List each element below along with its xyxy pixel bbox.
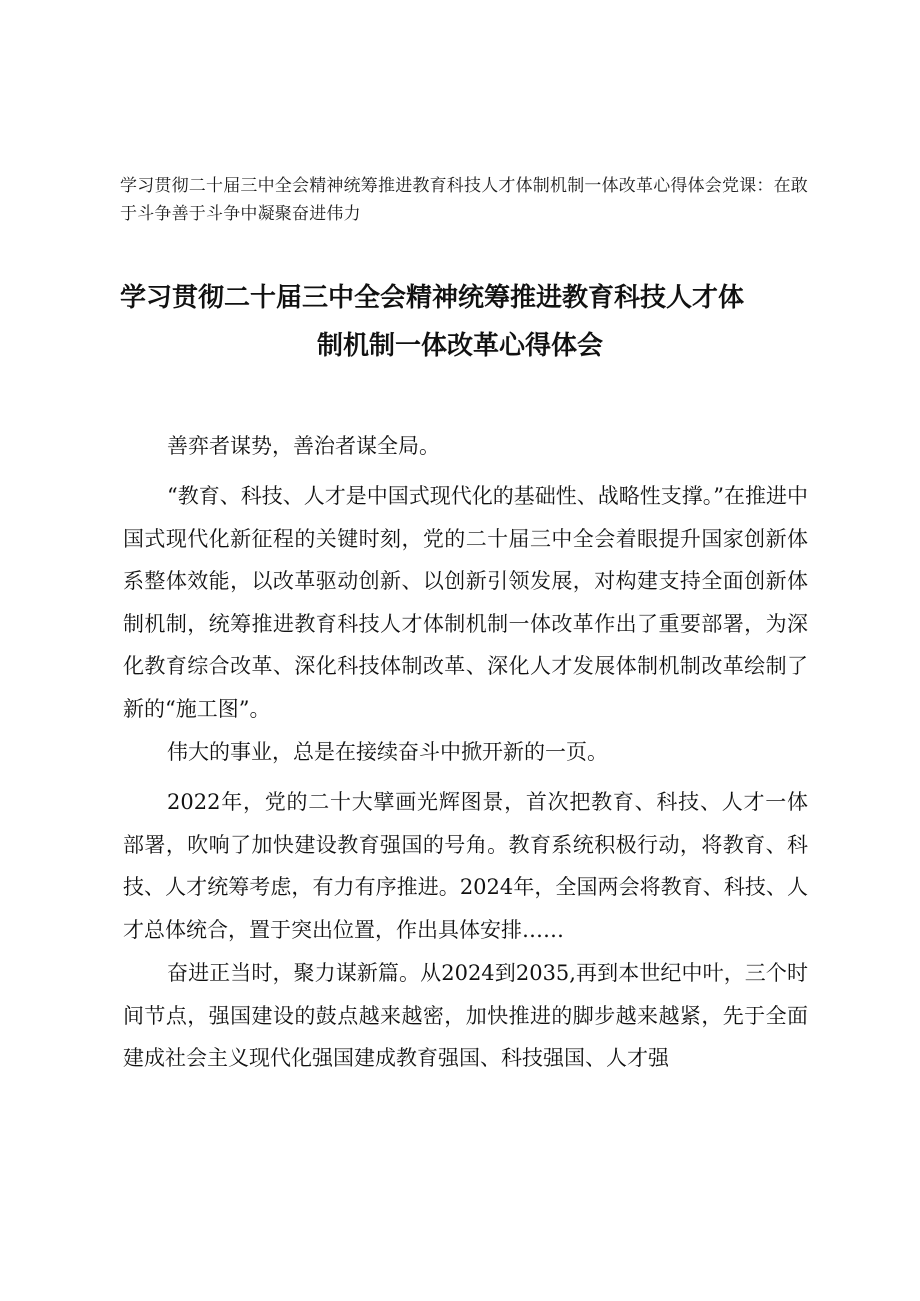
paragraph-timeline: 奋进正当时，聚力谋新篇。从2024到2035,再到本世纪中叶，三个时间节点，强国建设的鼓点越来越密，加快推进的脚步越来越紧，先于全面建成社会主义现代化强国建成教育强国、科技强国、人才强: [123, 961, 808, 1070]
paragraph-cause: 伟大的事业，总是在接续奋斗中掀开新的一页。: [167, 740, 608, 764]
document-title-line-1: 学习贯彻二十届三中全会精神统筹推进教育科技人才体: [120, 283, 745, 313]
document-header-caption: 学习贯彻二十届三中全会精神统筹推进教育科技人才体制机制一体改革心得体会党课：在敢于斗争善于斗争中凝聚奋进伟力: [120, 176, 808, 224]
paragraph-opening: 善弈者谋势，善治者谋全局。: [167, 434, 440, 458]
paragraph-2022: 2022年，党的二十大擘画光辉图景，首次把教育、科技、人才一体部署，吹响了加快建设教育强国的号角。教育系统积极行动，将教育、科技、人才统筹考虑，有力有序推进。2024年，全国两会将教育、科技、人才总体统合，置于突出位置，作出具体安排……: [123, 790, 808, 942]
document-title: [100, 274, 820, 370]
document-title-line-2: 制机制一体改革心得体会: [316, 331, 603, 361]
paragraph-quote: “教育、科技、人才是中国式现代化的基础性、战略性支撑。”在推进中国式现代化新征程的关键时刻，党的二十届三中全会着眼提升国家创新体系整体效能，以改革驱动创新、以创新引领发展，对构建支持全面创新体制机制，统筹推进教育科技人才体制机制一体改革作出了重要部署，为深化教育综合改革、深化科技体制改革、深化人才发展体制机制改革绘制了新的“施工图”。: [123, 484, 808, 721]
